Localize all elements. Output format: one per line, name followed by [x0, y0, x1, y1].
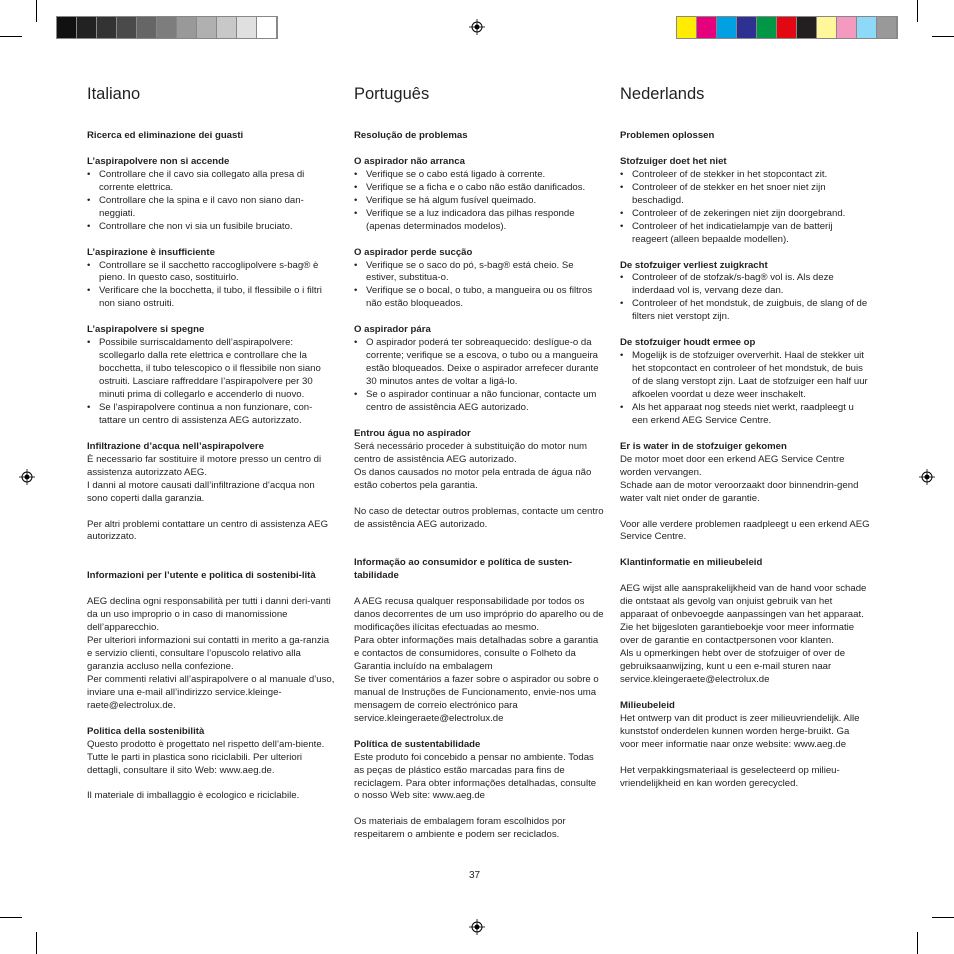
gray-swatch: [117, 17, 137, 38]
gray-swatch: [177, 17, 197, 38]
subsection-heading: L’aspirapolvere non si accende: [87, 155, 230, 167]
section-heading: Ricerca ed eliminazione dei guasti: [87, 130, 244, 141]
bullet-list: [87, 337, 337, 428]
subsection-heading: De stofzuiger houdt ermee op: [620, 337, 756, 349]
section-heading: Informação ao consumidor e política de susten-tabilidade: [354, 557, 573, 582]
color-calibration-bar: [676, 16, 898, 39]
subsection-heading: Milieubeleid: [620, 699, 675, 711]
gray-swatch: [217, 17, 237, 38]
color-swatch: [817, 17, 837, 38]
paragraph: AEG wijst alle aansprakelijkheid van de hand voor schade die ontstaat als gevolg van onjuist gebruik van het apparaat of onbevoegde aanpassingen van het apparaat.: [620, 583, 867, 621]
list-item: • Se o aspirador continuar a não funcionar, contacte um centro de assistência AEG autorizado.: [354, 389, 604, 415]
subsection-heading: L’aspirazione è insufficiente: [87, 246, 215, 258]
section-heading: Informazioni per l’utente e politica di sostenibi-lità: [87, 570, 316, 582]
section-heading: Problemen oplossen: [620, 130, 715, 141]
section-title: Italiano: [87, 85, 141, 103]
bullet-list: [620, 350, 870, 428]
crop-mark: [0, 917, 22, 918]
list-item: • Possibile surriscaldamento dell’aspirapolvere: scollegarlo dalla rete elettrica e controllare che la bocchetta, il tubo telescopico o il flessibile non siano ostruiti. Lasciare raffreddare l’aspirapolvere per 30 minuti prima di collegarlo e accenderlo di nuovo.: [87, 337, 337, 402]
registration-mark-icon: [469, 919, 485, 935]
paragraph: I danni al motore causati dall’infiltrazione d’acqua non sono coperti dalla garanzia.: [87, 479, 315, 504]
subsection-heading: Er is water in de stofzuiger gekomen: [620, 440, 787, 452]
list-item: • Controllare che il cavo sia collegato alla presa di corrente elettrica.: [87, 169, 337, 195]
bullet-list: [354, 337, 604, 415]
bullet-list: [354, 260, 604, 312]
gray-swatch: [77, 17, 97, 38]
color-swatch: [857, 17, 877, 38]
crop-mark: [917, 0, 918, 22]
section-heading: Resolução de problemas: [354, 130, 468, 141]
color-swatch: [677, 17, 697, 38]
gray-swatch: [157, 17, 177, 38]
section-title: Português: [354, 85, 430, 103]
paragraph: Het ontwerp van dit product is zeer milieuvriendelijk. Alle kunststof onderdelen kunnen worden herge-bruikt. Ga voor meer informatie naar onze website: www.aeg.de: [620, 712, 860, 750]
list-item: • Mogelijk is de stofzuiger oververhit. Haal de stekker uit het stopcontact en controleer of het mondstuk, de buis of de slang verstopt zijn. Laat de stofzuiger een half uur afkoelen voordat u deze weer inschakelt.: [620, 350, 870, 402]
paragraph: AEG declina ogni responsabilità per tutti i danni deri-vanti da un uso improprio o in caso di manomissione dell’apparecchio.: [87, 596, 331, 634]
paragraph: Zie het bijgesloten garantieboekje voor meer informatie over de garantie en contactpersonen voor klanten.: [620, 622, 855, 647]
color-swatch: [777, 17, 797, 38]
paragraph: Se tiver comentários a fazer sobre o aspirador ou sobre o manual de Instruções de Funcionamento, envie-nos uma mensagem de correio electrónico para service.kleingeraete@electrolux.de: [354, 673, 599, 724]
column-italiano: [87, 84, 337, 803]
list-item: • Controllare che la spina e il cavo non siano dan-neggiati.: [87, 195, 337, 221]
list-item: • Controllare se il sacchetto raccoglipolvere s-bag® è pieno. In questo caso, sostituirlo.: [87, 260, 337, 286]
color-swatch: [697, 17, 717, 38]
registration-mark-icon: [919, 469, 935, 485]
crop-mark: [36, 932, 37, 954]
paragraph: Schade aan de motor veroorzaakt door binnendrin-gend water valt niet onder de garantie.: [620, 479, 859, 504]
registration-mark-icon: [469, 19, 485, 35]
subsection-heading: O aspirador perde sucção: [354, 246, 473, 258]
bullet-list: [87, 260, 337, 312]
gray-swatch: [197, 17, 217, 38]
gray-swatch: [137, 17, 157, 38]
paragraph: Para obter informações mais detalhadas sobre a garantia e contactos de consumidores, consulte o Folheto da Garantia incluído na embalagem: [354, 635, 599, 672]
section-heading: Klantinformatie en milieubeleid: [620, 557, 763, 569]
paragraph: Per altri problemi contattare un centro di assistenza AEG autorizzato.: [87, 518, 329, 543]
subsection-heading: Politica della sostenibilità: [87, 725, 205, 737]
paragraph: No caso de detectar outros problemas, contacte um centro de assistência AEG autorizado.: [354, 505, 604, 530]
bullet-list: [354, 169, 604, 234]
subsection-heading: O aspirador pára: [354, 324, 431, 336]
subsection-heading: Infiltrazione d’acqua nell’aspirapolvere: [87, 440, 265, 452]
list-item: • Verifique se a ficha e o cabo não estão danificados.: [354, 182, 604, 195]
crop-mark: [0, 36, 22, 37]
paragraph: Os danos causados no motor pela entrada de água não estão cobertos pela garantia.: [354, 466, 592, 491]
column-nederlands: [620, 84, 870, 790]
paragraph: Het verpakkingsmateriaal is geselecteerd op milieu-vriendelijkheid en kan worden gerecycled.: [620, 764, 840, 789]
page-number: 37: [469, 870, 481, 881]
subsection-heading: Stofzuiger doet het niet: [620, 155, 727, 167]
color-swatch: [717, 17, 737, 38]
list-item: • Se l’aspirapolvere continua a non funzionare, con-tattare un centro di assistenza AEG autorizzato.: [87, 402, 337, 428]
paragraph: Este produto foi concebido a pensar no ambiente. Todas as peças de plástico estão marcadas para fins de reciclagem. Para obter informações detalhadas, consulte o nosso Web site: www.aeg.de: [354, 751, 597, 802]
list-item: • Verifique se o saco do pó, s-bag® está cheio. Se estiver, substitua-o.: [354, 260, 604, 286]
crop-mark: [917, 932, 918, 954]
color-swatch: [757, 17, 777, 38]
list-item: • Verifique se há algum fusível queimado.: [354, 195, 604, 208]
bullet-list: [620, 272, 870, 324]
list-item: • Verifique se o cabo está ligado à corrente.: [354, 169, 604, 182]
list-item: • Controllare che non vi sia un fusibile bruciato.: [87, 221, 337, 234]
paragraph: È necessario far sostituire il motore presso un centro di assistenza autorizzato AEG.: [87, 453, 322, 478]
list-item: • Controleer of de stekker en het snoer niet zijn beschadigd.: [620, 182, 870, 208]
paragraph: A AEG recusa qualquer responsabilidade por todos os danos decorrentes de um uso impróprio do aparelho ou de modificações ilícitas efectuadas ao mesmo.: [354, 596, 604, 634]
paragraph: De motor moet door een erkend AEG Service Centre worden vervangen.: [620, 453, 845, 478]
crop-mark: [36, 0, 37, 22]
list-item: • Als het apparaat nog steeds niet werkt, raadpleegt u een erkend AEG Service Centre.: [620, 402, 870, 428]
paragraph: Als u opmerkingen hebt over de stofzuiger of over de gebruiksaanwijzing, kunt u een e-mail sturen naar service.kleingeraete@electrolux.de: [620, 648, 846, 685]
list-item: • Controleer of de stofzak/s-bag® vol is. Als deze inderdaad vol is, vervang deze dan.: [620, 272, 870, 298]
list-item: • O aspirador poderá ter sobreaquecido: deslígue-o da corrente; verifique se a escova, o tubo ou a mangueira estão bloqueados. Deixe o aspirador arrefecer durante 30 minutos antes de voltar a ligá-lo.: [354, 337, 604, 389]
subsection-heading: Entrou água no aspirador: [354, 427, 471, 439]
crop-mark: [932, 36, 954, 37]
list-item: • Verifique se a luz indicadora das pilhas responde (apenas determinados modelos).: [354, 208, 604, 234]
registration-mark-icon: [19, 469, 35, 485]
paragraph: Per ulteriori informazioni sui contatti in merito a ga-ranzia e servizio clienti, consultare l’opuscolo relativo alla garanzia accluso nella confezione.: [87, 635, 330, 672]
bullet-list: [87, 169, 337, 234]
paragraph: Os materiais de embalagem foram escolhidos por respeitarem o ambiente e podem ser reciclados.: [354, 816, 566, 841]
list-item: • Controleer of de stekker in het stopcontact zit.: [620, 169, 870, 182]
bullet-list: [620, 169, 870, 247]
color-swatch: [837, 17, 857, 38]
crop-mark: [932, 917, 954, 918]
list-item: • Controleer of de zekeringen niet zijn doorgebrand.: [620, 208, 870, 221]
list-item: • Controleer of het mondstuk, de zuigbuis, de slang of de filters niet verstopt zijn.: [620, 298, 870, 324]
paragraph: Voor alle verdere problemen raadpleegt u een erkend AEG Service Centre.: [620, 518, 870, 543]
subsection-heading: L’aspirapolvere si spegne: [87, 324, 205, 336]
color-swatch: [797, 17, 817, 38]
section-title: Nederlands: [620, 85, 705, 103]
paragraph: Será necessário proceder à substituição do motor num centro de assistência AEG autorizado.: [354, 440, 588, 465]
subsection-heading: O aspirador não arranca: [354, 155, 465, 167]
gray-swatch: [237, 17, 257, 38]
gray-swatch: [57, 17, 77, 38]
paragraph: Questo prodotto è progettato nel rispetto dell’am-biente. Tutte le parti in plastica sono riciclabili. Per ulteriori dettagli, consultare il sito Web: www.aeg.de.: [87, 738, 325, 776]
list-item: • Verifique se o bocal, o tubo, a mangueira ou os filtros não estão bloqueados.: [354, 285, 604, 311]
color-swatch: [877, 17, 897, 38]
list-item: • Controleer of het indicatielampje van de batterij reageert (alleen bepaalde modellen).: [620, 221, 870, 247]
subsection-heading: De stofzuiger verliest zuigkracht: [620, 259, 768, 271]
column-portugues: [354, 84, 604, 842]
grayscale-calibration-bar: [56, 16, 278, 39]
subsection-heading: Política de sustentabilidade: [354, 738, 481, 750]
list-item: • Verificare che la bocchetta, il tubo, il flessibile o i filtri non siano ostruiti.: [87, 285, 337, 311]
color-swatch: [737, 17, 757, 38]
gray-swatch: [97, 17, 117, 38]
paragraph: Per commenti relativi all’aspirapolvere o al manuale d’uso, inviare una e-mail all’indirizzo service.kleinge-raete@electrolux.de.: [87, 673, 335, 711]
paragraph: Il materiale di imballaggio è ecologico e riciclabile.: [87, 790, 300, 802]
gray-swatch: [257, 17, 277, 38]
